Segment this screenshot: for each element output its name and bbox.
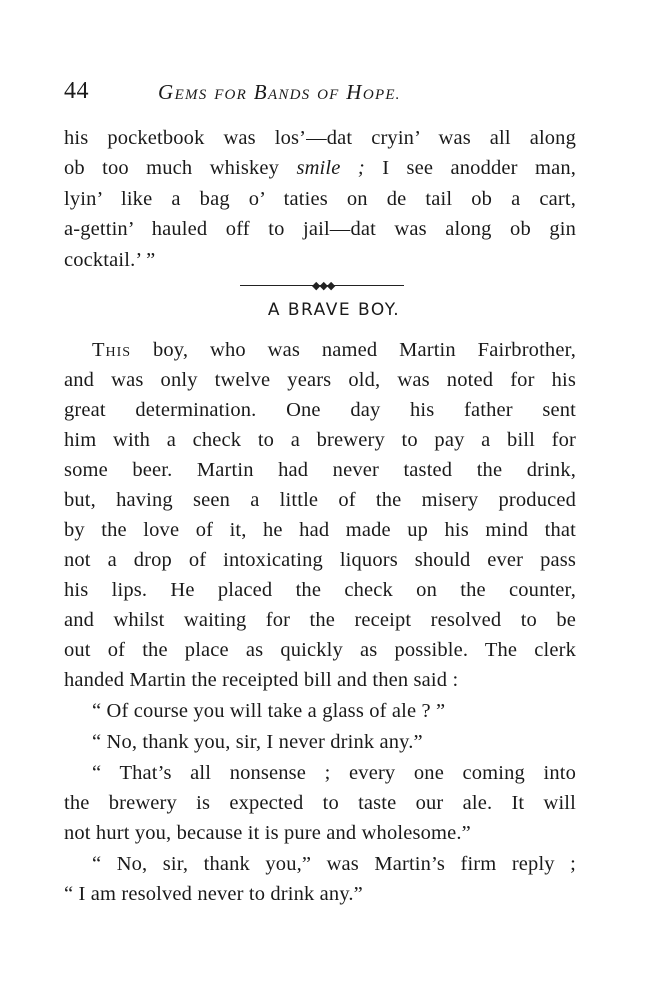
title-initial-b: B [253, 80, 269, 104]
body-line-10: and whilst waiting for the receipt resolved to be [64, 609, 576, 631]
title-rest-ope: OPE. [362, 87, 401, 103]
dialogue-line-5: “ I am resolved never to drink any.” [64, 883, 363, 905]
running-header [64, 78, 594, 108]
continuation-line-5: cocktail.’ ” [64, 249, 156, 271]
body-line-1-text: boy, who was named Martin Fairbrother, [131, 339, 576, 361]
dialogue-line-2: “ No, thank you, sir, I never drink any.” [92, 731, 423, 753]
title-rest-ands: ANDS [268, 87, 311, 103]
body-line-1 [92, 339, 576, 362]
body-line-9: his lips. He placed the check on the counter, [64, 579, 576, 601]
body-line-13: the brewery is expected to taste our ale. It will [64, 792, 576, 814]
dialogue-line-4: “ No, sir, thank you,” was Martin’s firm reply ; [92, 853, 576, 875]
page-number: 44 [64, 78, 89, 104]
section-title: A BRAVE BOY. [267, 300, 401, 320]
title-word-of: OF [317, 87, 340, 103]
title-initial-h: H [346, 80, 363, 104]
title-initial-g: G [158, 80, 175, 104]
dialogue-line-1: “ Of course you will take a glass of ale ? ” [92, 700, 446, 722]
body-line-7: by the love of it, he had made up his mind that [64, 519, 576, 541]
dialogue-line-3: “ That’s all nonsense ; every one coming into [92, 762, 576, 784]
body-line-6: but, having seen a little of the misery produced [64, 489, 576, 511]
body-line-3: great determination. One day his father sent [64, 399, 576, 421]
continuation-line-4: a-gettin’ hauled off to jail—dat was along ob gin [64, 218, 576, 240]
continuation-line-2-start: ob too much whiskey [64, 157, 280, 179]
body-line-12: handed Martin the receipted bill and then said : [64, 669, 459, 691]
divider-ornament-icon: ◆◆◆ [312, 279, 335, 292]
lead-word: This [92, 339, 132, 361]
continuation-line-2 [64, 157, 576, 180]
title-rest-ems: EMS [174, 87, 208, 103]
continuation-line-1: his pocketbook was los’—dat cryin’ was all along [64, 127, 576, 149]
body-line-4: him with a check to a brewery to pay a bill for [64, 429, 576, 451]
continuation-line-3: lyin’ like a bag o’ taties on de tail ob a cart, [64, 188, 576, 210]
body-line-8: not a drop of intoxicating liquors should ever pass [64, 549, 576, 571]
body-line-14: not hurt you, because it is pure and wholesome.” [64, 822, 471, 844]
body-line-2: and was only twelve years old, was noted for his [64, 369, 576, 391]
body-line-5: some beer. Martin had never tasted the drink, [64, 459, 576, 481]
title-word-for: FOR [214, 87, 247, 103]
body-line-11: out of the place as quickly as possible. The clerk [64, 639, 576, 661]
emphasis-smile: smile ; [296, 157, 365, 179]
running-title [158, 80, 401, 105]
continuation-line-2-end: I see anodder man, [364, 157, 576, 179]
